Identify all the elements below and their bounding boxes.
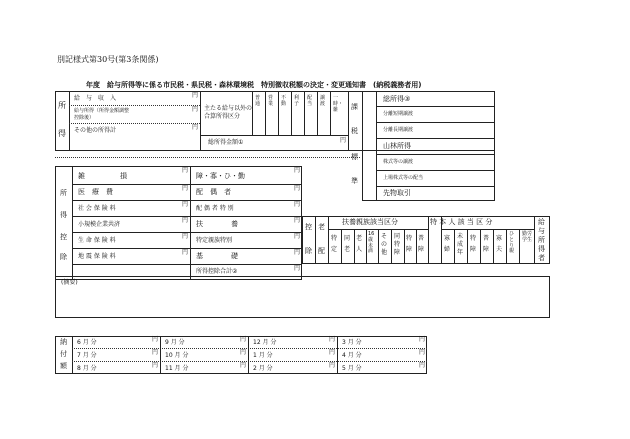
month-1: 1 月 分	[253, 352, 273, 359]
tax-base-side-1: 課	[351, 103, 358, 111]
yen-mark: 円	[192, 124, 199, 131]
kojo-2: 除	[305, 247, 312, 255]
yen-mark: 円	[294, 265, 301, 272]
last-col-4: 得	[538, 245, 545, 253]
yen-mark: 円	[294, 249, 301, 256]
yen-mark: 円	[240, 336, 247, 343]
yen-mark: 円	[152, 349, 159, 356]
ded-side-3: 控	[60, 233, 67, 241]
ded-right-1: 障・寡・ひ・勤	[196, 172, 245, 180]
tax-base-row-1: 総所得③	[383, 95, 411, 103]
month-4: 4 月 分	[342, 352, 362, 359]
tax-base-row-2: 分離短期譲渡	[383, 111, 414, 117]
income-row-other: その他の所得計	[74, 127, 117, 134]
dep-col-8: 普障	[418, 235, 425, 254]
mid-col-4: 利子	[294, 95, 300, 107]
yen-mark: 円	[240, 362, 247, 369]
person-col-2: 未成年	[457, 233, 464, 256]
dep-col-7: 特障	[406, 235, 413, 254]
dependents-group-label: 扶養親族該当区分	[342, 218, 398, 226]
ded-left-4: 小規模企業共済	[78, 221, 121, 228]
remarks-label: (摘要)	[61, 279, 78, 286]
ded-left-2: 医 療 費	[78, 188, 113, 196]
pay-side-2: 付	[60, 350, 67, 358]
dep-col-2: 同老	[344, 235, 351, 254]
tax-base-section	[362, 91, 495, 201]
last-col-5: 者	[538, 254, 545, 262]
form-id: 別記様式第30号(第3条関係)	[57, 55, 159, 64]
ded-right-4: 扶 養	[196, 220, 238, 228]
tax-base-row-7: 先物取引	[383, 189, 411, 197]
tax-base-side-4: 準	[351, 177, 358, 185]
yen-mark: 円	[152, 362, 159, 369]
pay-side-1: 納	[60, 338, 67, 346]
yen-mark: 円	[329, 336, 336, 343]
dep-col-6: 同特障	[394, 233, 401, 256]
month-6: 6 月 分	[77, 339, 97, 346]
person-col-4: 普障	[483, 235, 490, 254]
dep-col-4: 16歳未満	[368, 231, 375, 255]
yen-mark: 円	[182, 249, 189, 256]
yen-mark: 円	[419, 349, 426, 356]
yen-mark: 円	[329, 362, 336, 369]
person-group-label: 特 本 人 該 当 区 分	[430, 218, 493, 226]
month-11: 11 月 分	[165, 365, 189, 372]
ded-left-5: 生 命 保 険 料	[78, 237, 116, 244]
yen-mark: 円	[182, 185, 189, 192]
yen-mark: 円	[419, 362, 426, 369]
income-mid-label: 主たる給与以外の合算所得区分	[204, 105, 253, 120]
month-8: 8 月 分	[77, 365, 97, 372]
person-col-5: 寡夫	[496, 235, 503, 254]
yen-mark: 円	[192, 106, 199, 113]
ded-right-6: 基 礎	[196, 252, 238, 260]
yen-mark: 円	[419, 336, 426, 343]
ded-left-6: 地 震 保 険 料	[78, 253, 116, 260]
person-col-1: 寡婦	[444, 235, 451, 254]
mid-col-1: 普通	[255, 95, 261, 107]
pay-side-3: 額	[60, 362, 67, 370]
mid-col-7: 一時・雑	[333, 95, 344, 113]
mid-col-3: 不動	[281, 95, 287, 107]
tax-base-row-6: 上場株式等の配当	[383, 175, 424, 181]
person-col-3: 特障	[470, 235, 477, 254]
yen-mark: 円	[182, 233, 189, 240]
mid-col-2: 営業	[268, 95, 274, 107]
yen-mark: 円	[340, 137, 347, 144]
yen-mark: 円	[294, 185, 301, 192]
yen-mark: 円	[182, 167, 189, 174]
yen-mark: 円	[294, 233, 301, 240]
yen-mark: 円	[182, 201, 189, 208]
yen-mark: 円	[294, 201, 301, 208]
person-col-6: ひとり親	[509, 231, 515, 255]
ded-right-5: 特定親族特別	[196, 237, 233, 244]
month-7: 7 月 分	[77, 352, 97, 359]
tax-base-row-5: 株式等の譲渡	[383, 159, 414, 165]
tax-base-row-4: 山林所得	[383, 142, 411, 150]
yen-mark: 円	[152, 336, 159, 343]
mid-col-5: 配当	[307, 95, 313, 107]
yen-mark: 円	[192, 92, 199, 99]
last-col-2: 与	[538, 227, 545, 235]
dep-col-5: その他	[381, 233, 388, 256]
person-col-7: 勤労学生	[522, 231, 533, 243]
income-side-2: 得	[58, 129, 66, 138]
income-side-1: 所	[58, 101, 66, 110]
tax-base-side-2: 税	[351, 127, 358, 135]
ded-total: 所得控除合計②	[196, 268, 238, 275]
rou-2: 配	[318, 247, 325, 255]
income-row-salary: 給 与 収 入	[74, 95, 117, 102]
kojo-1: 控	[305, 223, 312, 231]
month-2: 2 月 分	[253, 365, 273, 372]
month-9: 9 月 分	[165, 339, 185, 346]
yen-mark: 円	[329, 349, 336, 356]
yen-mark: 円	[294, 217, 301, 224]
ded-side-2: 得	[60, 211, 67, 219]
ded-side-4: 除	[60, 253, 67, 261]
month-12: 12 月 分	[253, 339, 277, 346]
mid-col-6: 譲渡	[320, 95, 326, 107]
total-income-label: 総所得金額①	[208, 139, 244, 146]
rou-1: 老	[318, 223, 325, 231]
ded-right-3: 配 偶 者 特 別	[196, 205, 234, 212]
remarks-box	[55, 276, 550, 318]
document-title: 年度 給与所得等に係る市民税・県民税・森林環境税 特別徴収税額の決定・変更通知書 (納税義務者用)	[86, 81, 422, 89]
ded-side-1: 所	[60, 189, 67, 197]
yen-mark: 円	[294, 167, 301, 174]
ded-right-2: 配 偶 者	[196, 188, 231, 196]
last-col-1: 給	[538, 218, 545, 226]
dep-col-3: 老人	[356, 235, 363, 254]
yen-mark: 円	[240, 349, 247, 356]
income-row-salary-income: 給与所得（所得金額調整控除後）	[74, 108, 130, 121]
dep-col-1: 特定	[331, 235, 338, 254]
month-5: 5 月 分	[342, 365, 362, 372]
ded-left-1: 雑 損	[78, 172, 127, 180]
month-10: 10 月 分	[165, 352, 189, 359]
ded-left-3: 社 会 保 険 料	[78, 205, 116, 212]
tax-base-side-3: 標	[351, 153, 358, 161]
month-3: 3 月 分	[342, 339, 362, 346]
yen-mark: 円	[182, 217, 189, 224]
last-col-3: 所	[538, 236, 545, 244]
tax-base-row-3: 分離長期譲渡	[383, 127, 414, 133]
